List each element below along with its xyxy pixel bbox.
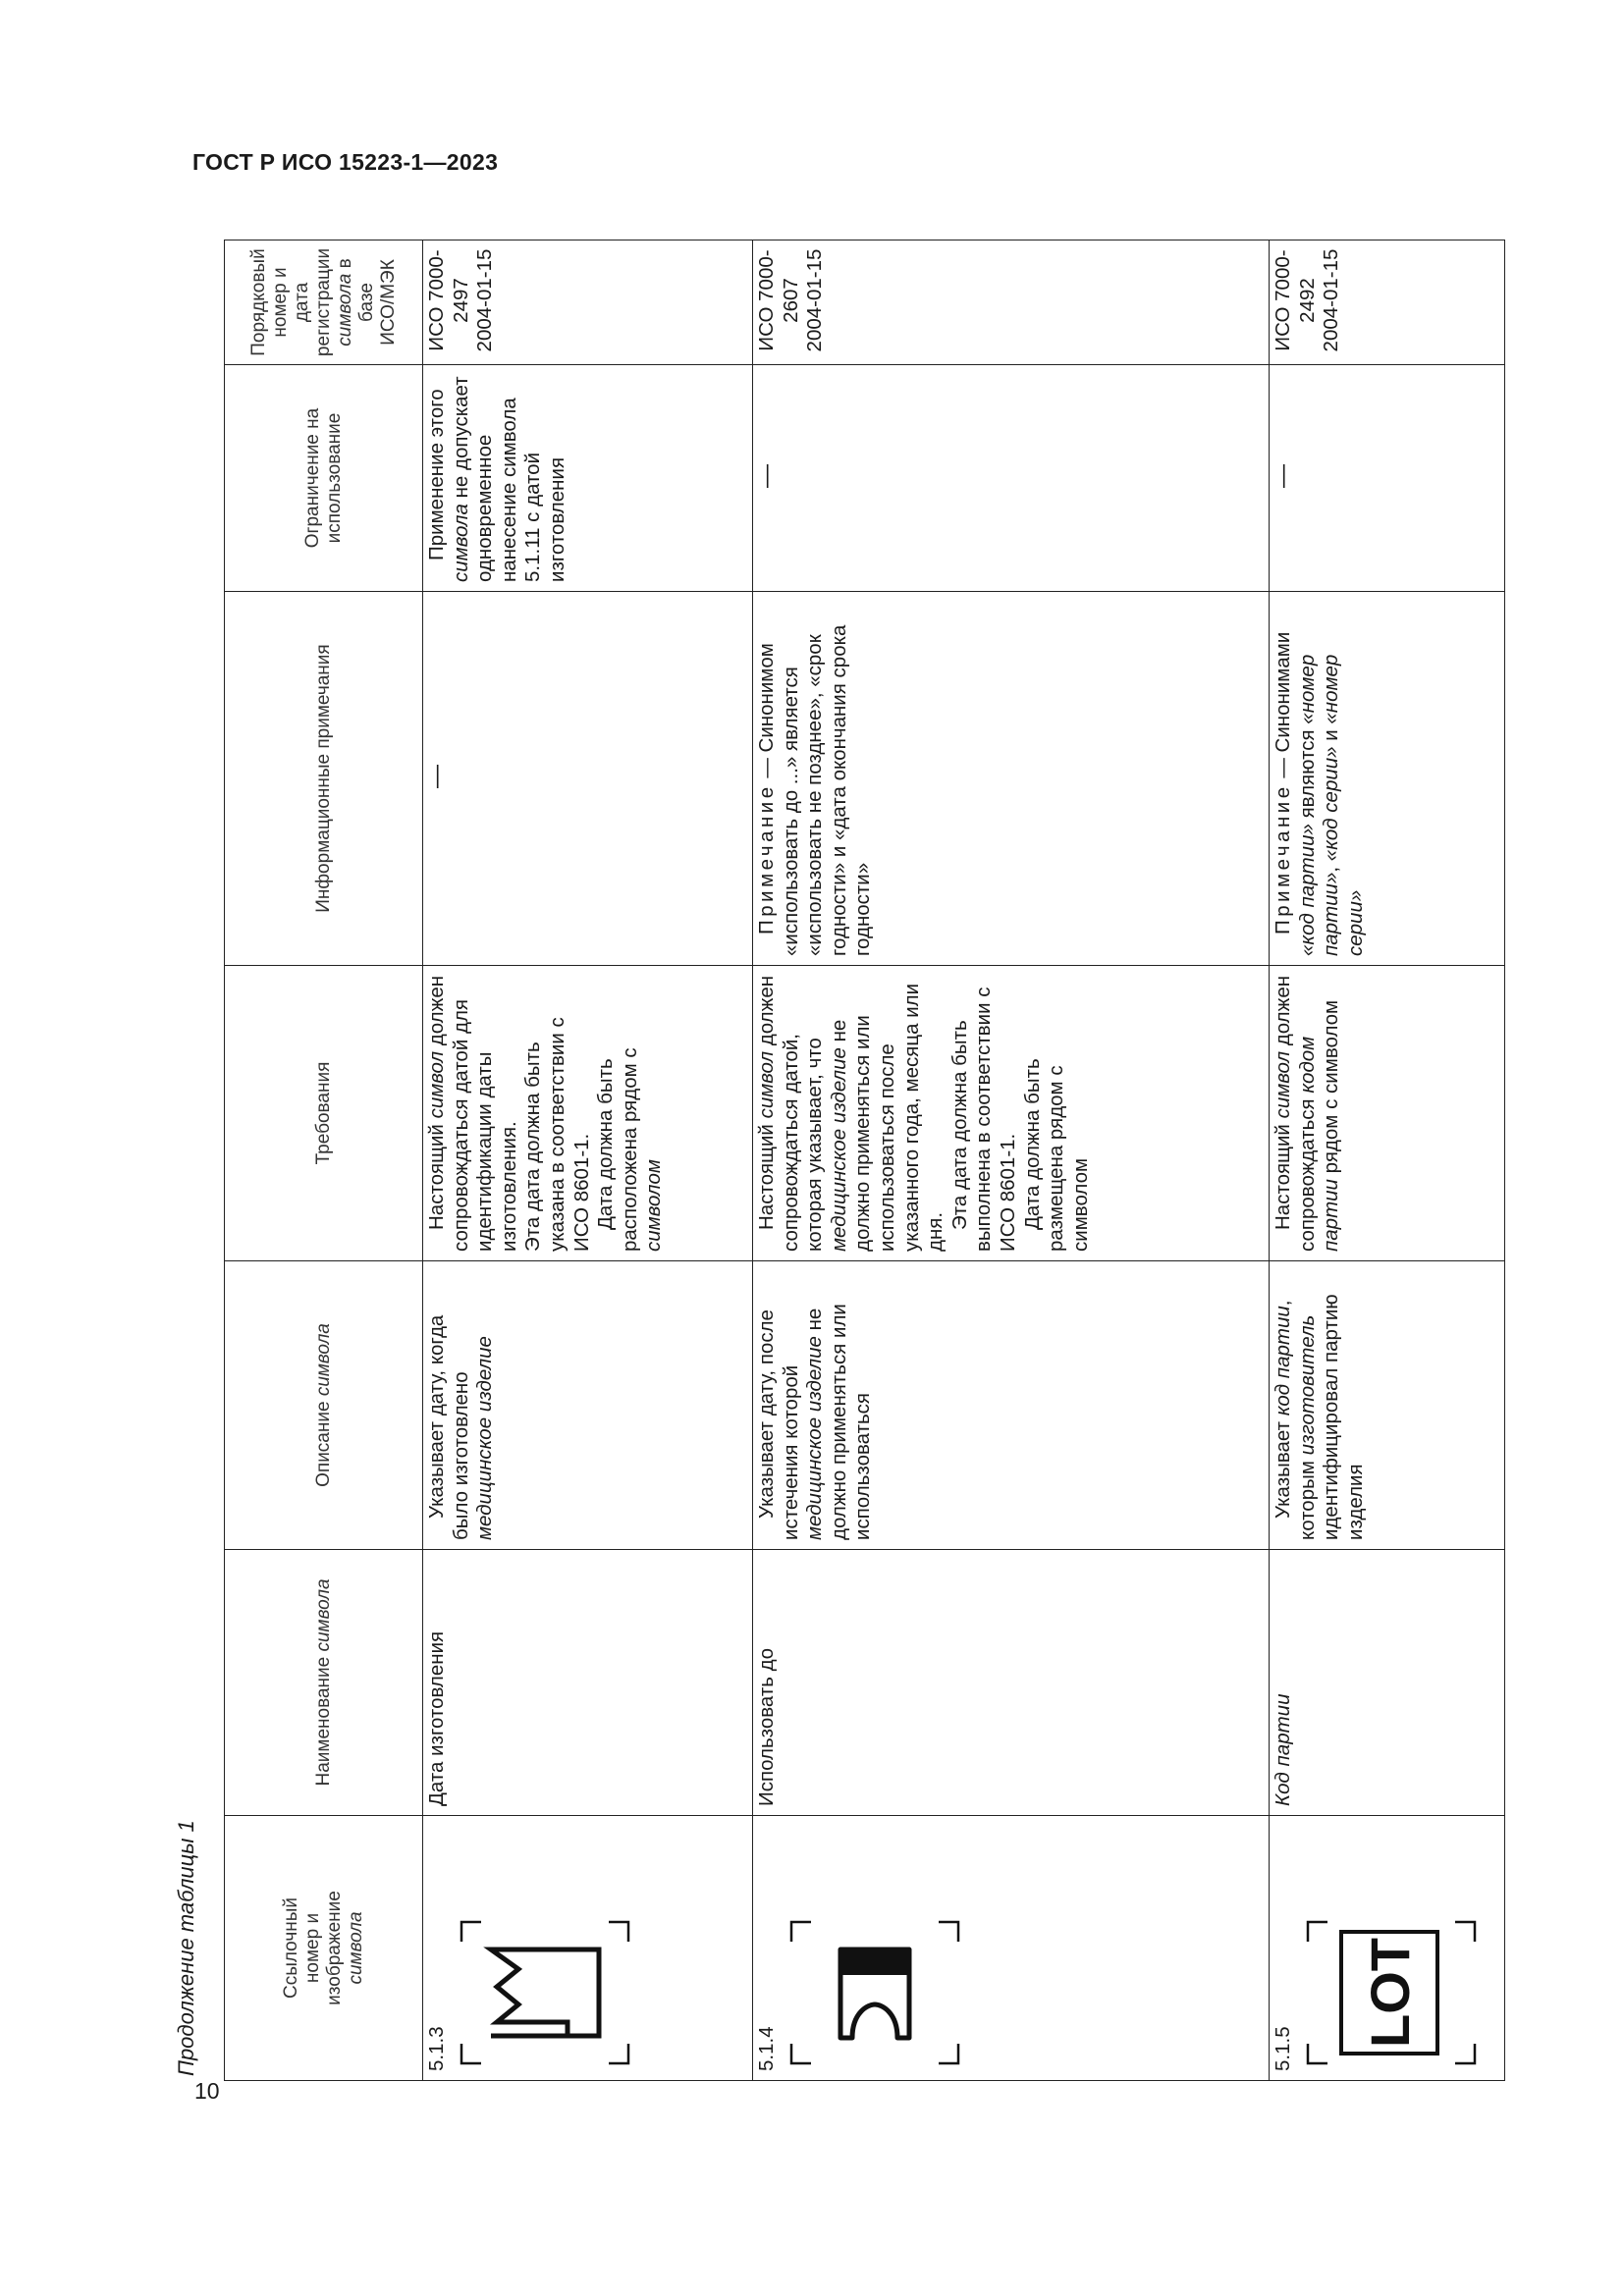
cell-req: Настоящий символ должен сопровождаться кодом партии рядом с символом: [1270, 966, 1505, 1261]
header-reg: Порядковый номер и дата регистрации символа в базе ИСО/МЭК: [225, 240, 423, 365]
cell-name: Использовать до: [753, 1550, 1270, 1816]
cell-desc: Указывает код партии, которым изготовитель идентифицировал партию изделия: [1270, 1261, 1505, 1550]
table-row: [1270, 240, 1505, 2081]
cell-req: Настоящий символ должен сопровождаться датой для идентификации даты изготовления. Эта дата должна быть указана в соответствии с ИСО 8601-1. Дата должна быть расположена рядом с символом: [423, 966, 753, 1261]
table-header-row: [225, 240, 423, 2081]
table-row: [753, 240, 1270, 2081]
cell-reg: ИСО 7000-2607 2004-01-15: [753, 240, 1270, 365]
lot-icon-text: LOT: [1358, 1938, 1421, 2048]
cell-restr: —: [1270, 365, 1505, 592]
header-restr: Ограничение на использование: [225, 365, 423, 592]
cell-notes: —: [423, 592, 753, 966]
cell-notes: Примечание — Синонимами «код партии» являются «номер партии», «код серии» и «номер серии»: [1270, 592, 1505, 966]
manufacture-date-icon: [452, 1914, 638, 2071]
ref-number: 5.1.4: [755, 2026, 778, 2071]
header-req: Требования: [225, 966, 423, 1261]
cell-name: Код партии: [1270, 1550, 1505, 1816]
hourglass-icon: [782, 1914, 968, 2071]
table-caption: Продолжение таблицы 1: [174, 1820, 198, 2076]
cell-desc: Указывает дату, когда было изготовлено медицинское изделие: [423, 1261, 753, 1550]
cell-ref: [423, 1816, 753, 2081]
cell-reg: ИСО 7000-2492 2004-01-15: [1270, 240, 1505, 365]
ref-number: 5.1.5: [1272, 2026, 1294, 2071]
symbols-table: [224, 240, 1505, 2081]
cell-name: Дата изготовления: [423, 1550, 753, 1816]
cell-req: Настоящий символ должен сопровождаться датой, которая указывает, что медицинское изделие не должно применяться или использоваться после указанного года, месяца или дня. Эта дата должна быть выполнена в соответствии с ИСО 8601-1. Дата должна быть размещена рядом с символом: [753, 966, 1270, 1261]
lot-icon: [1298, 1914, 1485, 2071]
header-name: Наименование символа: [225, 1550, 423, 1816]
page-number: 10: [194, 2078, 220, 2104]
table-row: [423, 240, 753, 2081]
cell-restr: Применение этого символа не допускает одновременное нанесение символа 5.1.11 с датой изготовления: [423, 365, 753, 592]
cell-desc: Указывает дату, после истечения которой медицинское изделие не должно применяться или использоваться: [753, 1261, 1270, 1550]
ref-number: 5.1.3: [425, 2026, 448, 2071]
header-notes: Информационные примечания: [225, 592, 423, 966]
header-desc: Описание символа: [225, 1261, 423, 1550]
rotated-table-frame: [165, 20, 1540, 2081]
document-header: ГОСТ Р ИСО 15223-1—2023: [192, 149, 499, 175]
cell-reg: ИСО 7000-2497 2004-01-15: [423, 240, 753, 365]
cell-restr: —: [753, 365, 1270, 592]
header-ref: Ссылочный номер и изображение символа: [225, 1816, 423, 2081]
cell-ref: [1270, 1816, 1505, 2081]
cell-ref: [753, 1816, 1270, 2081]
cell-notes: Примечание — Синонимом «использовать до ...» является «использовать не позднее», «срок годности» и «дата окончания срока годности»: [753, 592, 1270, 966]
